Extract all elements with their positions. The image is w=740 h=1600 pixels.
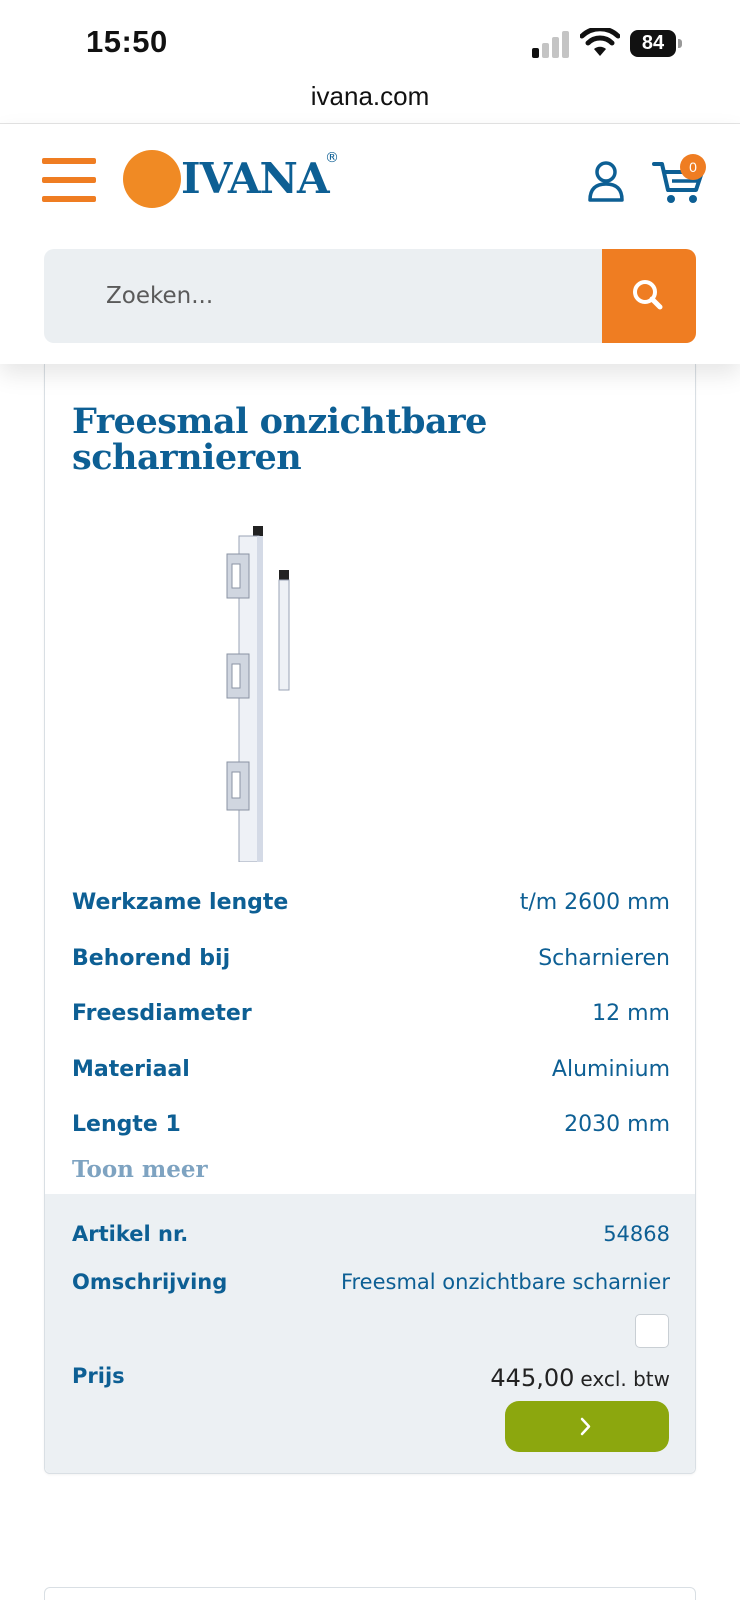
site-header: [0, 124, 740, 364]
price-amount: 445,00: [490, 1364, 575, 1392]
spec-row: [72, 876, 670, 932]
product-card: [44, 364, 696, 1474]
price-value: [490, 1364, 670, 1392]
compare-checkbox[interactable]: [635, 1314, 669, 1348]
spec-value: 12 mm: [592, 1001, 670, 1026]
site-logo[interactable]: [123, 148, 343, 212]
menu-button[interactable]: [42, 158, 96, 202]
spec-value: Scharnieren: [538, 945, 670, 971]
cellular-signal-icon: [532, 30, 572, 58]
chevron-right-icon: [505, 1401, 669, 1452]
spec-label: Behorend bij: [72, 945, 231, 971]
status-time: 15:50: [86, 24, 168, 59]
product-specs: [72, 876, 670, 1154]
price-unit: excl. btw: [580, 1367, 670, 1391]
search-icon: [602, 249, 696, 343]
battery-icon: [630, 30, 682, 57]
product-image[interactable]: [215, 524, 355, 862]
spec-label: Lengte 1: [72, 1112, 181, 1137]
logo-registered-mark: ®: [325, 150, 339, 166]
menu-icon: [42, 158, 96, 164]
search-bar: [44, 249, 696, 343]
price-label: Prijs: [72, 1364, 125, 1388]
product-title[interactable]: Freesmal onzichtbare scharnieren: [72, 401, 487, 478]
search-input[interactable]: [44, 249, 602, 343]
spec-row: [72, 987, 670, 1043]
spec-row: [72, 1098, 670, 1154]
spec-value: t/m 2600 mm: [519, 890, 670, 915]
wifi-icon: [580, 28, 620, 58]
spec-label: Freesdiameter: [72, 1001, 252, 1026]
status-bar: [0, 0, 740, 84]
spec-value: Aluminium: [551, 1056, 670, 1082]
logo-text: IVANA: [181, 154, 329, 203]
cart-count-badge: 0: [680, 154, 706, 180]
logo-circle: [123, 150, 181, 208]
browser-url[interactable]: ivana.com: [0, 74, 740, 124]
add-to-cart-button[interactable]: [505, 1401, 669, 1452]
spec-label: Materiaal: [72, 1056, 190, 1082]
article-number-label: Artikel nr.: [72, 1222, 189, 1246]
account-icon[interactable]: [586, 160, 626, 202]
battery-level: 84: [630, 30, 676, 57]
description-label: Omschrijving: [72, 1270, 228, 1294]
search-button[interactable]: [602, 249, 696, 343]
spec-row: [72, 932, 670, 988]
next-product-card: [44, 1587, 696, 1600]
spec-value: 2030 mm: [564, 1112, 670, 1137]
order-panel: [45, 1194, 695, 1473]
show-more-link[interactable]: Toon meer: [72, 1156, 208, 1183]
description-value: Freesmal onzichtbare scharnier: [340, 1270, 670, 1294]
article-number-value: 54868: [603, 1222, 670, 1246]
spec-row: [72, 1043, 670, 1099]
spec-label: Werkzame lengte: [72, 890, 289, 915]
